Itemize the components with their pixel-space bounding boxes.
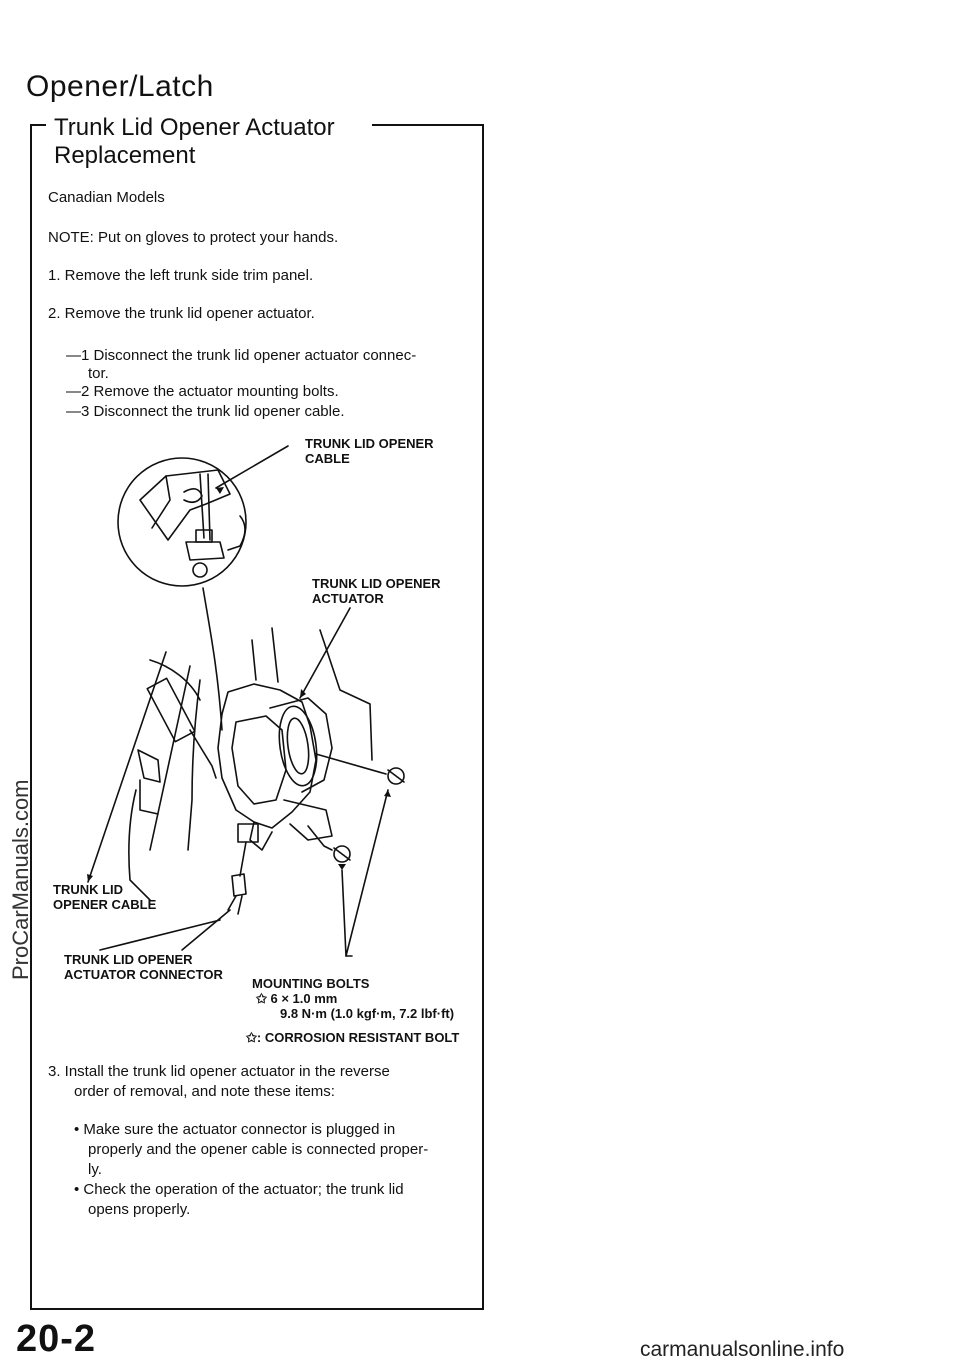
box-top-rule-left bbox=[30, 124, 46, 126]
step-1: 1. Remove the left trunk side trim panel. bbox=[48, 267, 314, 284]
step-2: 2. Remove the trunk lid opener actuator. bbox=[48, 305, 315, 322]
bullet-1-cont: properly and the opener cable is connected proper- bbox=[88, 1141, 429, 1158]
callout-cable-left-line2: OPENER CABLE bbox=[53, 897, 157, 912]
callout-cable-left bbox=[53, 882, 156, 912]
callout-bolts-torque: 9.8 N·m (1.0 kgf·m, 7.2 lbf·ft) bbox=[280, 1006, 455, 1021]
callout-actuator-line2: ACTUATOR bbox=[312, 591, 384, 606]
callout-actuator bbox=[312, 576, 441, 606]
callout-cable-top-line1: TRUNK LID OPENER bbox=[305, 436, 434, 451]
bullet-2: • Check the operation of the actuator; the trunk lid bbox=[74, 1181, 404, 1198]
bullet-2-cont: opens properly. bbox=[88, 1201, 191, 1218]
callout-bolts-line1: MOUNTING BOLTS bbox=[252, 976, 370, 991]
callout-cable-top bbox=[305, 436, 434, 466]
bolt-legend: ✩: CORROSION RESISTANT BOLT bbox=[246, 1030, 460, 1045]
bullet-1: • Make sure the actuator connector is plugged in bbox=[74, 1121, 396, 1138]
callout-connector-line2: ACTUATOR CONNECTOR bbox=[64, 967, 223, 982]
step-3-cont: order of removal, and note these items: bbox=[74, 1083, 335, 1100]
procedure-title-line2: Replacement bbox=[54, 142, 196, 169]
step-2-3: —3 Disconnect the trunk lid opener cable. bbox=[66, 403, 345, 420]
side-watermark: ProCarManuals.com bbox=[8, 779, 33, 980]
section-title: Opener/Latch bbox=[26, 70, 214, 103]
footer-watermark: carmanualsonline.info bbox=[640, 1338, 845, 1361]
callout-bolts-spec: ✩ 6 × 1.0 mm bbox=[256, 991, 338, 1006]
models-label: Canadian Models bbox=[48, 189, 165, 206]
callout-connector-line1: TRUNK LID OPENER bbox=[64, 952, 193, 967]
step-2-2: —2 Remove the actuator mounting bolts. bbox=[66, 383, 339, 400]
step-3: 3. Install the trunk lid opener actuator in the reverse bbox=[48, 1063, 390, 1080]
box-top-rule-right bbox=[372, 124, 482, 126]
procedure-title bbox=[54, 114, 335, 170]
page-number: 20-2 bbox=[16, 1318, 97, 1360]
callout-mounting-bolts bbox=[252, 976, 454, 1021]
callout-connector bbox=[64, 952, 223, 982]
step-2-1: —1 Disconnect the trunk lid opener actuator connec- bbox=[66, 347, 417, 364]
callout-cable-top-line2: CABLE bbox=[305, 451, 350, 466]
step-2-1-cont: tor. bbox=[88, 365, 109, 382]
procedure-title-line1: Trunk Lid Opener Actuator bbox=[54, 114, 335, 141]
callout-actuator-line1: TRUNK LID OPENER bbox=[312, 576, 441, 591]
bullet-1-end: ly. bbox=[88, 1161, 102, 1178]
callout-cable-left-line1: TRUNK LID bbox=[53, 882, 124, 897]
note-text: NOTE: Put on gloves to protect your hands. bbox=[48, 229, 339, 246]
